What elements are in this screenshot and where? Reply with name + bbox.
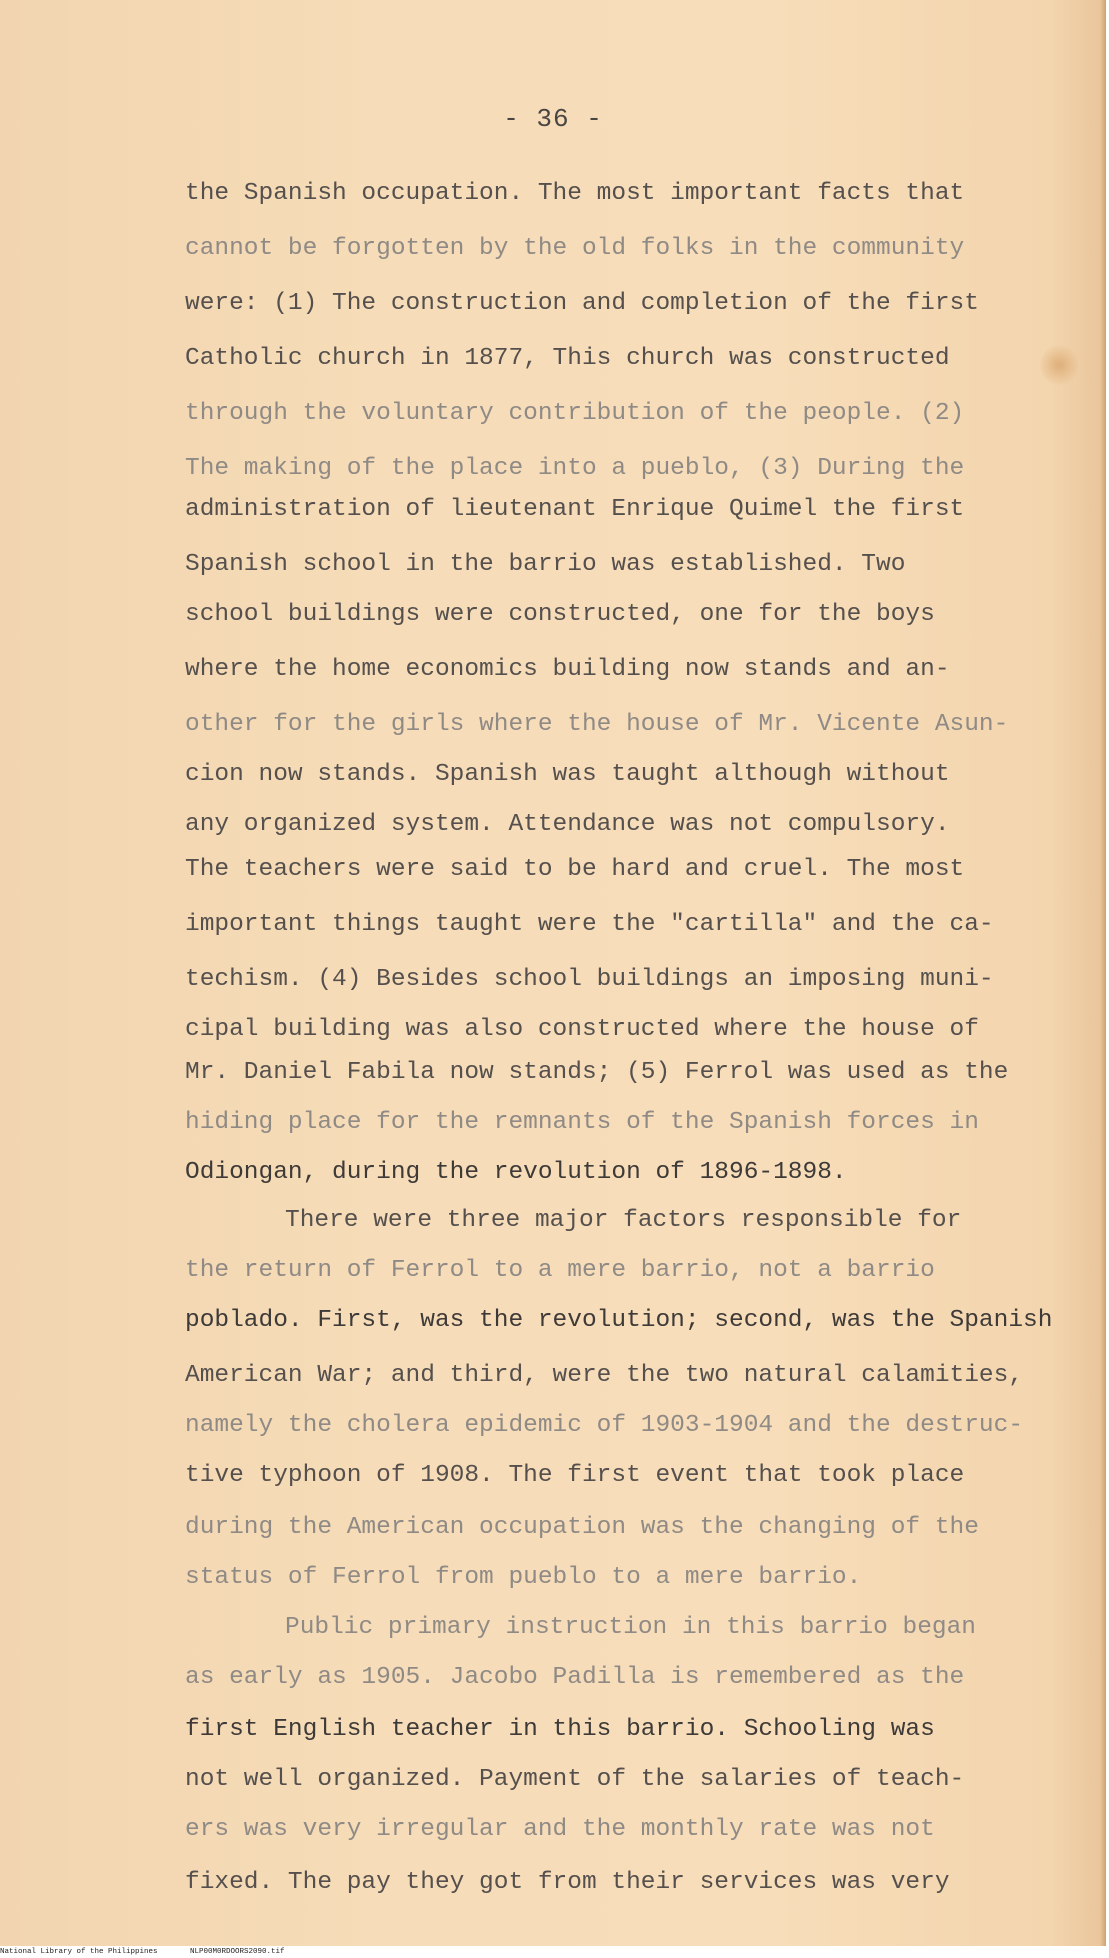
text-line: The teachers were said to be hard and cruel. The most xyxy=(185,856,965,883)
text-line: were: (1) The construction and completion of the first xyxy=(185,290,979,317)
text-line: through the voluntary contribution of the people. (2) xyxy=(185,400,965,427)
text-line: There were three major factors responsible for xyxy=(285,1207,962,1234)
text-line: the Spanish occupation. The most important facts that xyxy=(185,180,965,207)
text-line: Mr. Daniel Fabila now stands; (5) Ferrol was used as the xyxy=(185,1059,1009,1086)
page-number: - 36 - xyxy=(503,104,603,134)
scan-footer xyxy=(0,1946,1109,1958)
footer-library: National Library of the Philippines xyxy=(0,1948,158,1956)
text-line: Spanish school in the barrio was established. Two xyxy=(185,551,906,578)
text-line: not well organized. Payment of the salaries of teach- xyxy=(185,1766,965,1793)
text-line: cion now stands. Spanish was taught although without xyxy=(185,761,950,788)
text-line: namely the cholera epidemic of 1903-1904 and the destruc- xyxy=(185,1412,1024,1439)
text-line: administration of lieutenant Enrique Quimel the first xyxy=(185,496,965,523)
text-line: other for the girls where the house of Mr. Vicente Asun- xyxy=(185,711,1009,738)
text-line: fixed. The pay they got from their services was very xyxy=(185,1869,950,1896)
text-line: cipal building was also constructed where the house of xyxy=(185,1016,979,1043)
text-line: important things taught were the "cartilla" and the ca- xyxy=(185,911,994,938)
text-line: American War; and third, were the two natural calamities, xyxy=(185,1362,1024,1389)
text-line: the return of Ferrol to a mere barrio, not a barrio xyxy=(185,1257,935,1284)
footer-file: NLP00M0RDOORS2090.tif xyxy=(190,1948,285,1956)
text-line: status of Ferrol from pueblo to a mere barrio. xyxy=(185,1564,862,1591)
text-line: as early as 1905. Jacobo Padilla is remembered as the xyxy=(185,1664,965,1691)
text-line: first English teacher in this barrio. Schooling was xyxy=(185,1716,935,1743)
text-line: any organized system. Attendance was not compulsory. xyxy=(185,811,950,838)
text-line: The making of the place into a pueblo, (3) During the xyxy=(185,455,965,482)
text-line: Odiongan, during the revolution of 1896-1898. xyxy=(185,1159,847,1186)
text-line: hiding place for the remnants of the Spanish forces in xyxy=(185,1109,979,1136)
text-line: Catholic church in 1877, This church was constructed xyxy=(185,345,950,372)
text-line: during the American occupation was the changing of the xyxy=(185,1514,979,1541)
text-line: techism. (4) Besides school buildings an imposing muni- xyxy=(185,966,994,993)
text-line: school buildings were constructed, one for the boys xyxy=(185,601,935,628)
text-line: poblado. First, was the revolution; second, was the Spanish xyxy=(185,1307,1053,1334)
text-line: ers was very irregular and the monthly rate was not xyxy=(185,1816,935,1843)
text-line: tive typhoon of 1908. The first event that took place xyxy=(185,1462,965,1489)
text-line: cannot be forgotten by the old folks in the community xyxy=(185,235,965,262)
paper-stain xyxy=(1040,345,1078,385)
text-line: where the home economics building now stands and an- xyxy=(185,656,950,683)
text-line: Public primary instruction in this barrio began xyxy=(285,1614,977,1641)
